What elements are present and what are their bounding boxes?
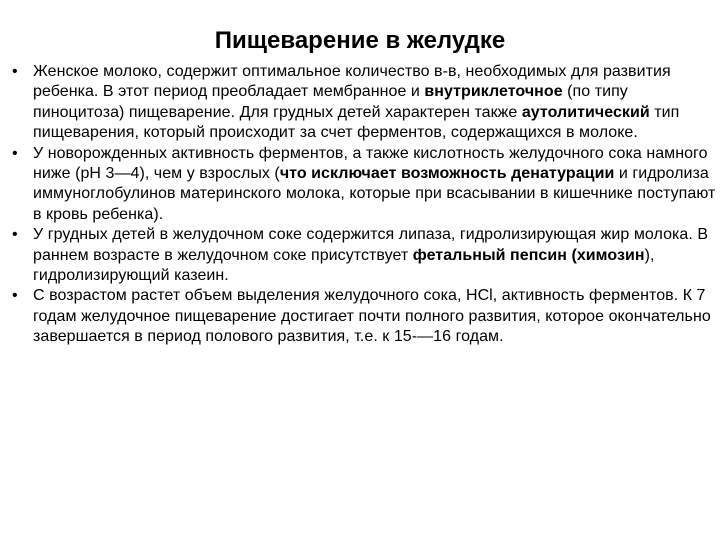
- bold-text: фетальный пепсин (химозин: [412, 246, 645, 264]
- bullet-marker: •: [12, 144, 18, 162]
- bullet-text: [33, 144, 716, 226]
- slide-title: Пищеварение в желудке: [214, 27, 506, 54]
- bold-text: аутолитический: [521, 103, 650, 121]
- plain-text: Женское молоко, содержит оптимальное количество в-в, необходимых для развития ребенка. В этот период преобладает мембранное и: [33, 63, 671, 101]
- plain-text: тип пищеварения, который происходит за счет ферментов, содержащихся в молоке.: [33, 103, 680, 142]
- bold-text: что исключает возможность денатурации: [279, 165, 615, 183]
- bullet-item: [0, 225, 720, 286]
- bullet-item: [0, 144, 720, 226]
- bullet-marker: •: [12, 63, 18, 80]
- bullet-marker: •: [12, 226, 18, 244]
- bullet-item: [0, 62, 720, 144]
- plain-text: и гидролиза иммуноглобулинов материнского молока, которые при всасывании в кишечнике поступают в кровь ребенка).: [33, 165, 716, 223]
- bullet-marker: •: [12, 287, 18, 305]
- plain-text: ), гидролизирующий казеин.: [33, 246, 655, 285]
- plain-text: (по типу пиноцитоза) пищеварение. Для грудных детей характерен также: [33, 83, 628, 121]
- plain-text: У грудных детей в желудочном соке содержится липаза, гидролизирующая жир молока. В раннем возрасте в желудочном соке присутствует: [33, 226, 709, 264]
- bullet-text: [33, 62, 716, 144]
- bullet-text: [33, 225, 716, 286]
- plain-text: У новорожденных активность ферментов, а также кислотность желудочного сока намного ниже (рН 3—4), чем у взрослых (: [33, 144, 708, 183]
- bullet-list: [0, 62, 720, 348]
- bold-text: внутриклеточное: [424, 83, 563, 101]
- bullet-item: [0, 286, 720, 347]
- bullet-text: [33, 286, 716, 347]
- plain-text: С возрастом растет объем выделения желудочного сока, HCl, активность ферментов. К 7 годам желудочное пищеварение достигает почти полного развития, которое окончательно завершается в период полового развития, т.е. к 15-—16 годам.: [33, 287, 711, 346]
